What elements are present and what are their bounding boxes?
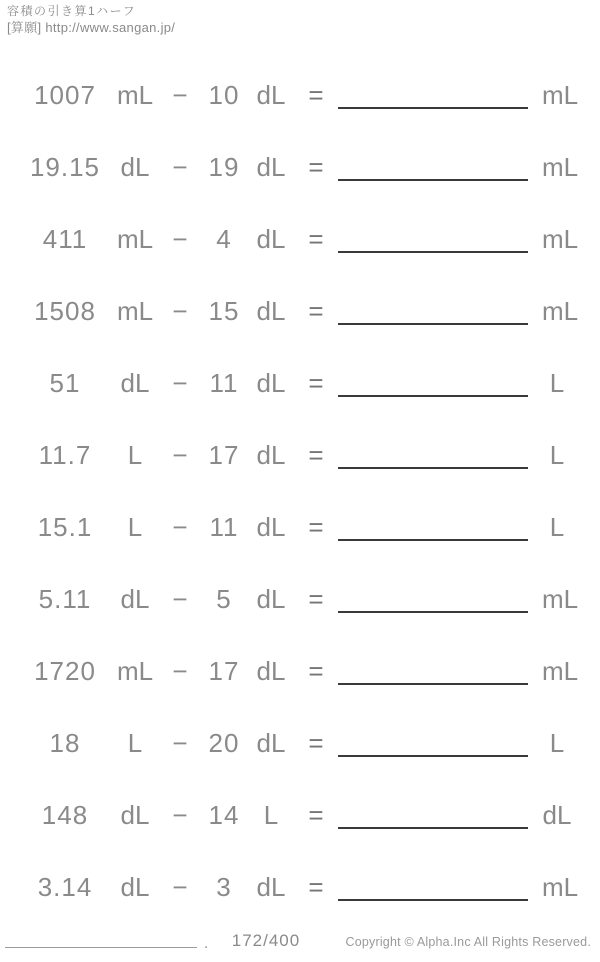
minuend-unit: mL	[116, 296, 154, 326]
subtrahend-unit: dL	[256, 512, 286, 542]
answer-blank-line	[338, 683, 528, 685]
minuend-value: 5.11	[38, 584, 92, 614]
minuend-value: 15.1	[37, 512, 93, 542]
equals-sign: =	[308, 368, 324, 398]
subtrahend-value: 4	[216, 224, 232, 254]
subtrahend-unit: dL	[256, 584, 286, 614]
writing-line	[5, 947, 197, 948]
minus-sign: −	[172, 440, 188, 470]
minus-sign: −	[172, 296, 188, 326]
answer-unit: mL	[542, 152, 579, 182]
name-score-line	[5, 931, 215, 952]
minuend-value: 3.14	[37, 872, 93, 902]
subtrahend-value: 14	[208, 800, 240, 830]
period-mark: .	[204, 935, 209, 952]
subtrahend-unit: dL	[256, 368, 286, 398]
minuend-value: 1508	[34, 296, 96, 326]
minuend-value: 19.15	[29, 152, 101, 182]
problem-row	[20, 616, 580, 688]
minuend-unit: dL	[120, 584, 150, 614]
subtrahend-value: 11	[209, 368, 239, 398]
answer-unit: dL	[542, 800, 572, 830]
minus-sign: −	[172, 584, 188, 614]
equals-sign: =	[308, 512, 324, 542]
subtrahend-unit: dL	[256, 872, 286, 902]
minuend-unit: dL	[120, 152, 150, 182]
subtrahend-value: 3	[216, 872, 232, 902]
equals-sign: =	[308, 224, 324, 254]
answer-unit: mL	[542, 80, 579, 110]
answer-unit: mL	[542, 584, 579, 614]
subtrahend-value: 5	[216, 584, 232, 614]
minuend-value: 18	[49, 728, 81, 758]
minuend-value: 1720	[34, 656, 96, 686]
worksheet-title: 容積の引き算1ハーフ	[7, 4, 137, 18]
answer-unit: L	[549, 728, 565, 758]
subtrahend-value: 11	[209, 512, 239, 542]
minus-sign: −	[172, 512, 188, 542]
worksheet-header	[7, 4, 175, 36]
answer-unit: L	[549, 368, 565, 398]
problem-row	[20, 184, 580, 256]
minuend-unit: mL	[116, 656, 154, 686]
answer-unit: mL	[542, 296, 579, 326]
answer-blank-line	[338, 107, 528, 109]
answer-blank-line	[338, 179, 528, 181]
minuend-value: 148	[41, 800, 89, 830]
problem-row	[20, 112, 580, 184]
minus-sign: −	[172, 656, 188, 686]
subtrahend-unit: dL	[256, 728, 286, 758]
equals-sign: =	[308, 728, 324, 758]
subtrahend-unit: dL	[256, 296, 286, 326]
equals-sign: =	[308, 80, 324, 110]
minuend-value: 411	[42, 224, 88, 254]
subtrahend-value: 17	[208, 656, 240, 686]
answer-unit: L	[549, 440, 565, 470]
subtrahend-unit: dL	[256, 224, 286, 254]
minus-sign: −	[172, 872, 188, 902]
subtrahend-value: 15	[208, 296, 240, 326]
answer-unit: mL	[542, 656, 579, 686]
minuend-unit: dL	[120, 800, 150, 830]
equals-sign: =	[308, 872, 324, 902]
subtrahend-value: 10	[208, 80, 240, 110]
problem-row	[20, 760, 580, 832]
minus-sign: −	[172, 224, 188, 254]
answer-blank-line	[338, 323, 528, 325]
answer-blank-line	[338, 755, 528, 757]
minuend-unit: dL	[120, 368, 150, 398]
problem-row	[20, 688, 580, 760]
subtrahend-unit: dL	[256, 80, 286, 110]
problem-row	[20, 328, 580, 400]
minus-sign: −	[172, 80, 188, 110]
answer-unit: L	[549, 512, 565, 542]
minuend-unit: mL	[116, 224, 154, 254]
problem-list	[20, 40, 580, 904]
minuend-unit: L	[127, 440, 143, 470]
problem-row	[20, 40, 580, 112]
minus-sign: −	[172, 368, 188, 398]
answer-blank-line	[338, 251, 528, 253]
equals-sign: =	[308, 800, 324, 830]
problem-row	[20, 256, 580, 328]
subtrahend-unit: L	[263, 800, 279, 830]
subtrahend-value: 20	[208, 728, 240, 758]
equals-sign: =	[308, 152, 324, 182]
answer-blank-line	[338, 467, 528, 469]
problem-row	[20, 400, 580, 472]
minus-sign: −	[172, 728, 188, 758]
answer-unit: mL	[542, 224, 579, 254]
copyright-text: Copyright © Alpha.Inc All Rights Reserved.	[345, 935, 591, 949]
minuend-unit: L	[127, 728, 143, 758]
answer-unit: mL	[542, 872, 579, 902]
minuend-unit: mL	[116, 80, 154, 110]
answer-blank-line	[338, 827, 528, 829]
answer-blank-line	[338, 539, 528, 541]
answer-blank-line	[338, 611, 528, 613]
subtrahend-unit: dL	[256, 656, 286, 686]
subtrahend-unit: dL	[256, 440, 286, 470]
minuend-value: 1007	[34, 80, 96, 110]
equals-sign: =	[308, 656, 324, 686]
minuend-unit: L	[127, 512, 143, 542]
problem-row	[20, 544, 580, 616]
minuend-value: 11.7	[38, 440, 92, 470]
equals-sign: =	[308, 296, 324, 326]
minuend-value: 51	[49, 368, 81, 398]
source-attribution: [算願] http://www.sangan.jp/	[7, 20, 176, 35]
minuend-unit: dL	[120, 872, 150, 902]
equals-sign: =	[308, 584, 324, 614]
problem-row	[20, 832, 580, 904]
problem-row	[20, 472, 580, 544]
subtrahend-unit: dL	[256, 152, 286, 182]
subtrahend-value: 17	[208, 440, 240, 470]
answer-blank-line	[338, 899, 528, 901]
subtrahend-value: 19	[208, 152, 240, 182]
minus-sign: −	[172, 152, 188, 182]
minus-sign: −	[172, 800, 188, 830]
equals-sign: =	[308, 440, 324, 470]
answer-blank-line	[338, 395, 528, 397]
page-number: 172/400	[231, 931, 301, 950]
